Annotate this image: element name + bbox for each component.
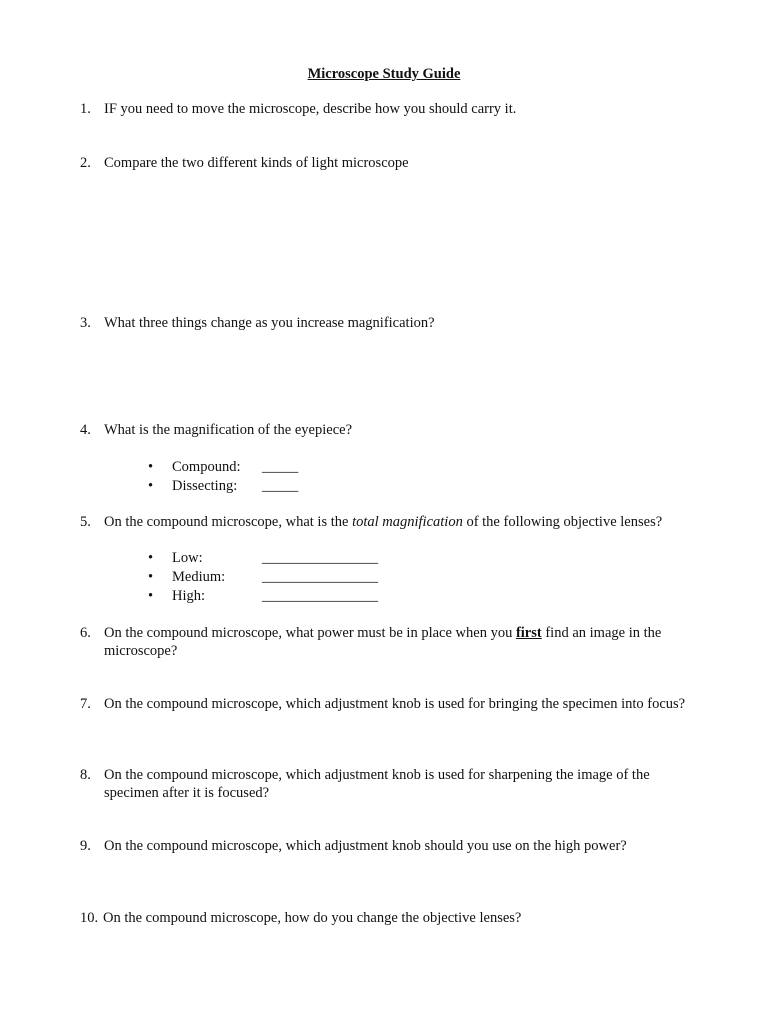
bullet-icon: • bbox=[148, 550, 154, 566]
bullet-icon: • bbox=[148, 478, 154, 494]
bullet-icon: • bbox=[148, 588, 154, 604]
question-number: 4. bbox=[80, 422, 91, 438]
question-1 bbox=[80, 100, 700, 118]
item-label: Medium: bbox=[172, 569, 226, 585]
emphasis-text: first bbox=[515, 625, 542, 641]
question-number: 6. bbox=[80, 625, 91, 641]
question-text: What is the magnification of the eyepiece? bbox=[104, 422, 353, 438]
question-number: 5. bbox=[80, 514, 91, 530]
question-7 bbox=[80, 695, 700, 713]
question-number: 8. bbox=[80, 767, 91, 783]
question-2 bbox=[80, 154, 700, 172]
question-text: Compare the two different kinds of light microscope bbox=[104, 155, 409, 171]
question-number: 1. bbox=[80, 101, 91, 117]
question-text bbox=[104, 624, 700, 660]
question-4 bbox=[80, 421, 700, 439]
question-number: 7. bbox=[80, 696, 91, 712]
page-title: Microscope Study Guide bbox=[307, 66, 461, 82]
question-text: On the compound microscope, how do you change the objective lenses? bbox=[103, 910, 522, 926]
item-label: High: bbox=[172, 588, 206, 604]
bullet-icon: • bbox=[148, 569, 154, 585]
answer-blank: ________________ bbox=[262, 550, 378, 566]
question-text: On the compound microscope, which adjustment knob is used for bringing the specimen into focus? bbox=[104, 696, 686, 712]
question-number: 2. bbox=[80, 155, 91, 171]
text-segment: find an image in the microscope? bbox=[104, 625, 662, 659]
emphasis-text: total magnification bbox=[352, 514, 463, 530]
question-text: IF you need to move the microscope, describe how you should carry it. bbox=[104, 101, 517, 117]
question-3 bbox=[80, 314, 700, 332]
question-text bbox=[104, 513, 720, 531]
item-label: Low: bbox=[172, 550, 203, 566]
question-10 bbox=[80, 909, 700, 927]
question-6 bbox=[80, 624, 700, 660]
answer-blank: ________________ bbox=[262, 569, 378, 585]
question-text: On the compound microscope, which adjustment knob is used for sharpening the image of the specimen after it is focused? bbox=[104, 767, 650, 801]
item-label: Dissecting: bbox=[172, 478, 238, 494]
question-number: 10. bbox=[80, 910, 99, 926]
answer-blank: _____ bbox=[262, 478, 299, 494]
answer-blank: _____ bbox=[262, 459, 299, 475]
text-segment: of the following objective lenses? bbox=[462, 514, 663, 530]
text-segment: On the compound microscope, what is the bbox=[104, 514, 353, 530]
question-text: On the compound microscope, which adjustment knob should you use on the high power? bbox=[104, 838, 627, 854]
question-number: 9. bbox=[80, 838, 91, 854]
question-number: 3. bbox=[80, 315, 91, 331]
question-text: What three things change as you increase magnification? bbox=[104, 315, 435, 331]
question-5 bbox=[80, 513, 720, 531]
question-9 bbox=[80, 837, 700, 855]
text-segment: On the compound microscope, what power must be in place when you bbox=[104, 625, 516, 641]
question-8 bbox=[80, 766, 700, 802]
answer-blank: ________________ bbox=[262, 588, 378, 604]
item-label: Compound: bbox=[172, 459, 241, 475]
bullet-icon: • bbox=[148, 459, 154, 475]
